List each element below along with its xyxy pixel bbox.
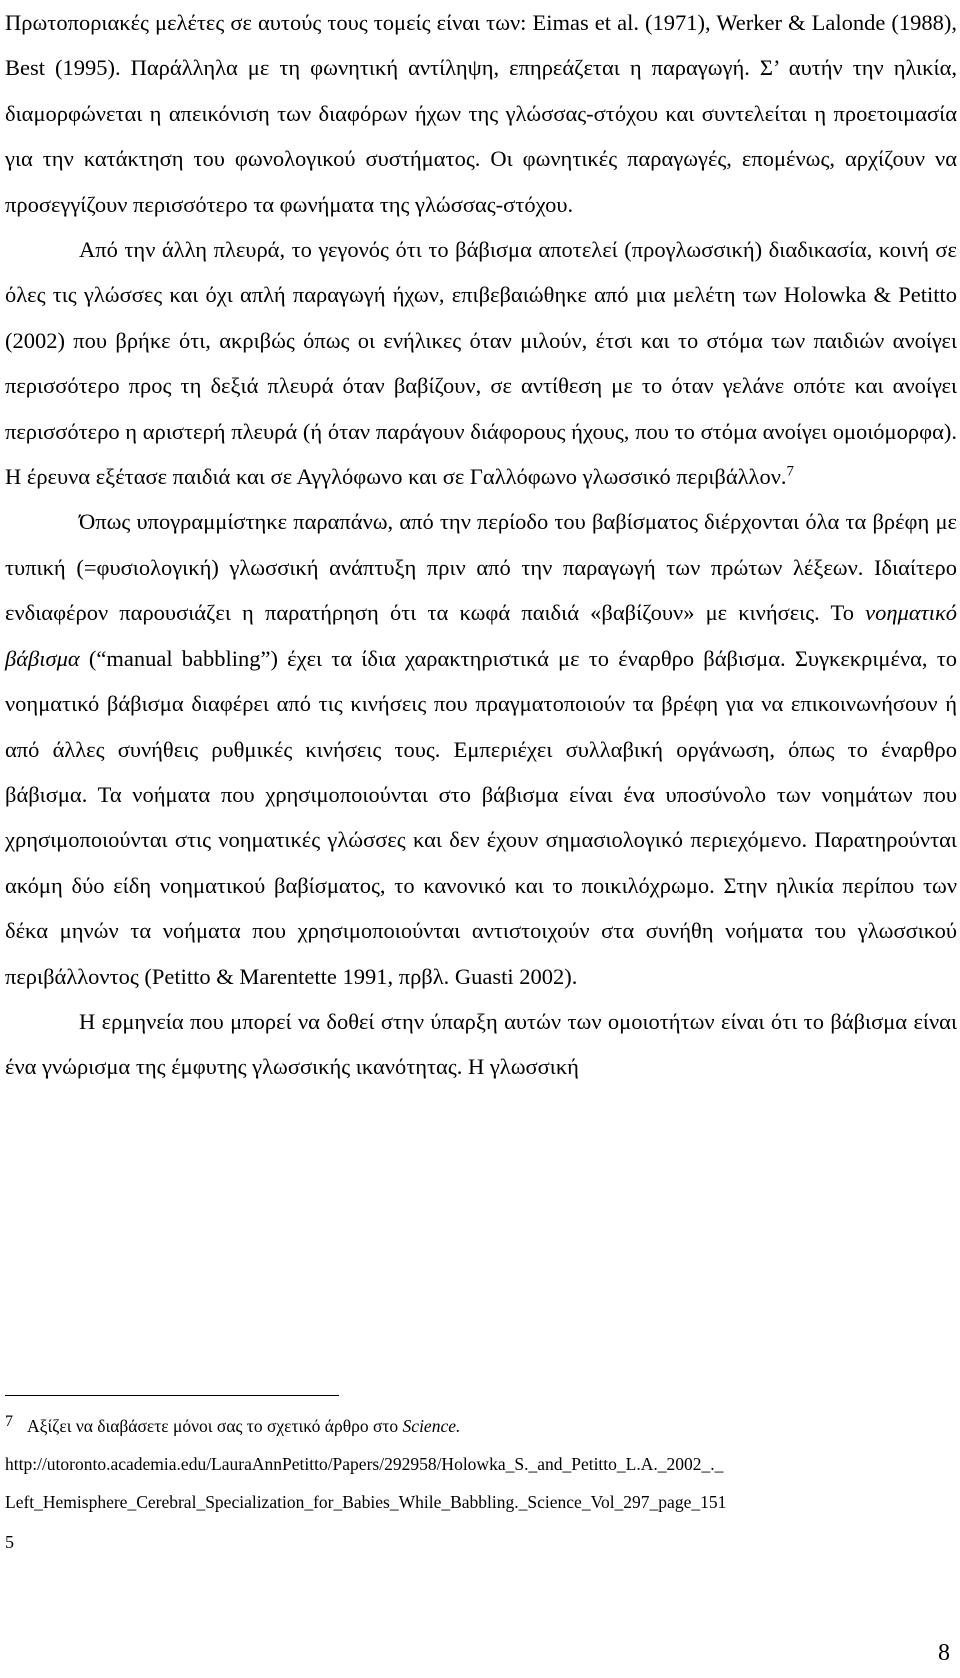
footnote-text: Αξίζει να διαβάσετε μόνοι σας το σχετικό άρθρο στο <box>27 1416 403 1436</box>
paragraph-3-italic-term: νοηματικό βάβισμα <box>5 600 957 671</box>
footnotes <box>5 1403 957 1521</box>
paragraph-4-text: Η ερμηνεία που μπορεί να δοθεί στην ύπαρξη αυτών των ομοιοτήτων είναι ότι το βάβισμα είναι ένα γνώρισμα της έμφυτης γλωσσικής ικανότητας. Η γλωσσική <box>5 1008 957 1080</box>
footnote-url-line-1[interactable]: http://utoronto.academia.edu/LauraAnnPetitto/Papers/292958/Holowka_S._and_Petitto_L.A._2002_._ <box>5 1454 724 1474</box>
footnote-7 <box>5 1403 957 1445</box>
footnote-url-line-3[interactable]: 5 <box>5 1532 14 1552</box>
footnote-number: 7 <box>5 1413 13 1430</box>
footnote-science: Science. <box>402 1416 461 1436</box>
paragraph-3-text-a: Όπως υπογραμμίστηκε παραπάνω, από την περίοδο του βαβίσματος διέρχονται όλα τα βρέφη με τυπική (=φυσιολογική) γλωσσική ανάπτυξη πριν από την παραγωγή των πρώτων λέξεων. Ιδιαίτερο ενδιαφέρον παρουσιάζει η παρατήρηση ότι τα κωφά παιδιά «βαβίζουν» με κινήσεις. Το <box>5 509 957 626</box>
page-number: 8 <box>938 1640 950 1666</box>
paragraph-1 <box>5 0 957 227</box>
footnote-url-line-2[interactable]: Left_Hemisphere_Cerebral_Specialization_for_Babies_While_Babbling._Science_Vol_297_page_151 <box>5 1492 727 1512</box>
paragraph-2 <box>5 227 957 499</box>
footnote-divider <box>5 1395 339 1396</box>
paragraph-4 <box>5 999 957 1090</box>
body-text <box>5 0 957 1090</box>
footnote-ref-7[interactable]: 7 <box>786 463 795 480</box>
paragraph-3-text-b: (“manual babbling”) έχει τα ίδια χαρακτηριστικά με το έναρθρο βάβισμα. Συγκεκριμένα, το νοηματικό βάβισμα διαφέρει από τις κινήσεις που πραγματοποιούν τα βρέφη για να επικοινωνήσουν ή από άλλες συνήθεις ρυθμικές κινήσεις τους. Εμπεριέχει συλλαβική οργάνωση, όπως το έναρθρο βάβισμα. Τα νοήματα που χρησιμοποιούνται στο βάβισμα είναι ένα υποσύνολο των νοημάτων που χρησιμοποιούνται στις νοηματικές γλώσσες και δεν έχουν σημασιολογικό περιεχόμενο. Παρατηρούνται ακόμη δύο είδη νοηματικού βαβίσματος, το κανονικό και το ποικιλόχρωμο. Στην ηλικία περίπου των δέκα μηνών τα νοήματα που χρησιμοποιούνται αντιστοιχούν στα συνήθη νοήματα του γλωσσικού περιβάλλοντος (Petitto & Marentette 1991, πρβλ. Guasti 2002). <box>5 645 957 989</box>
paragraph-2-text: Από την άλλη πλευρά, το γεγονός ότι το βάβισμα αποτελεί (προγλωσσική) διαδικασία, κοινή σε όλες τις γλώσσες και όχι απλή παραγωγή ήχων, επιβεβαιώθηκε από μια μελέτη των Holowka & Petitto (2002) που βρήκε ότι, ακριβώς όπως οι ενήλικες όταν μιλούν, έτσι και το στόμα των παιδιών ανοίγει περισσότερο προς τη δεξιά πλευρά όταν βαβίζουν, σε αντίθεση με το όταν γελάνε οπότε και ανοίγει περισσότερο η αριστερή πλευρά (ή όταν παράγουν διάφορους ήχους, που το στόμα ανοίγει ομοιόμορφα). Η έρευνα εξέτασε παιδιά και σε Αγγλόφωνο και σε Γαλλόφωνο γλωσσικό περιβάλλον. <box>5 237 957 490</box>
paragraph-1-text: Πρωτοποριακές μελέτες σε αυτούς τους τομείς είναι των: Eimas et al. (1971), Werker & Lalonde (1988), Best (1995). Παράλληλα με τη φωνητική αντίληψη, επηρεάζεται η παραγωγή. Σ’ αυτήν την ηλικία, διαμορφώνεται η απεικόνιση των διαφόρων ήχων της γλώσσας-στόχου και συντελείται η προετοιμασία για την κατάκτηση του φωνολογικού συστήματος. Οι φωνητικές παραγωγές, επομένως, αρχίζουν να προσεγγίζουν περισσότερο τα φωνήματα της γλώσσας-στόχου. <box>5 10 957 217</box>
paragraph-3 <box>5 499 957 998</box>
